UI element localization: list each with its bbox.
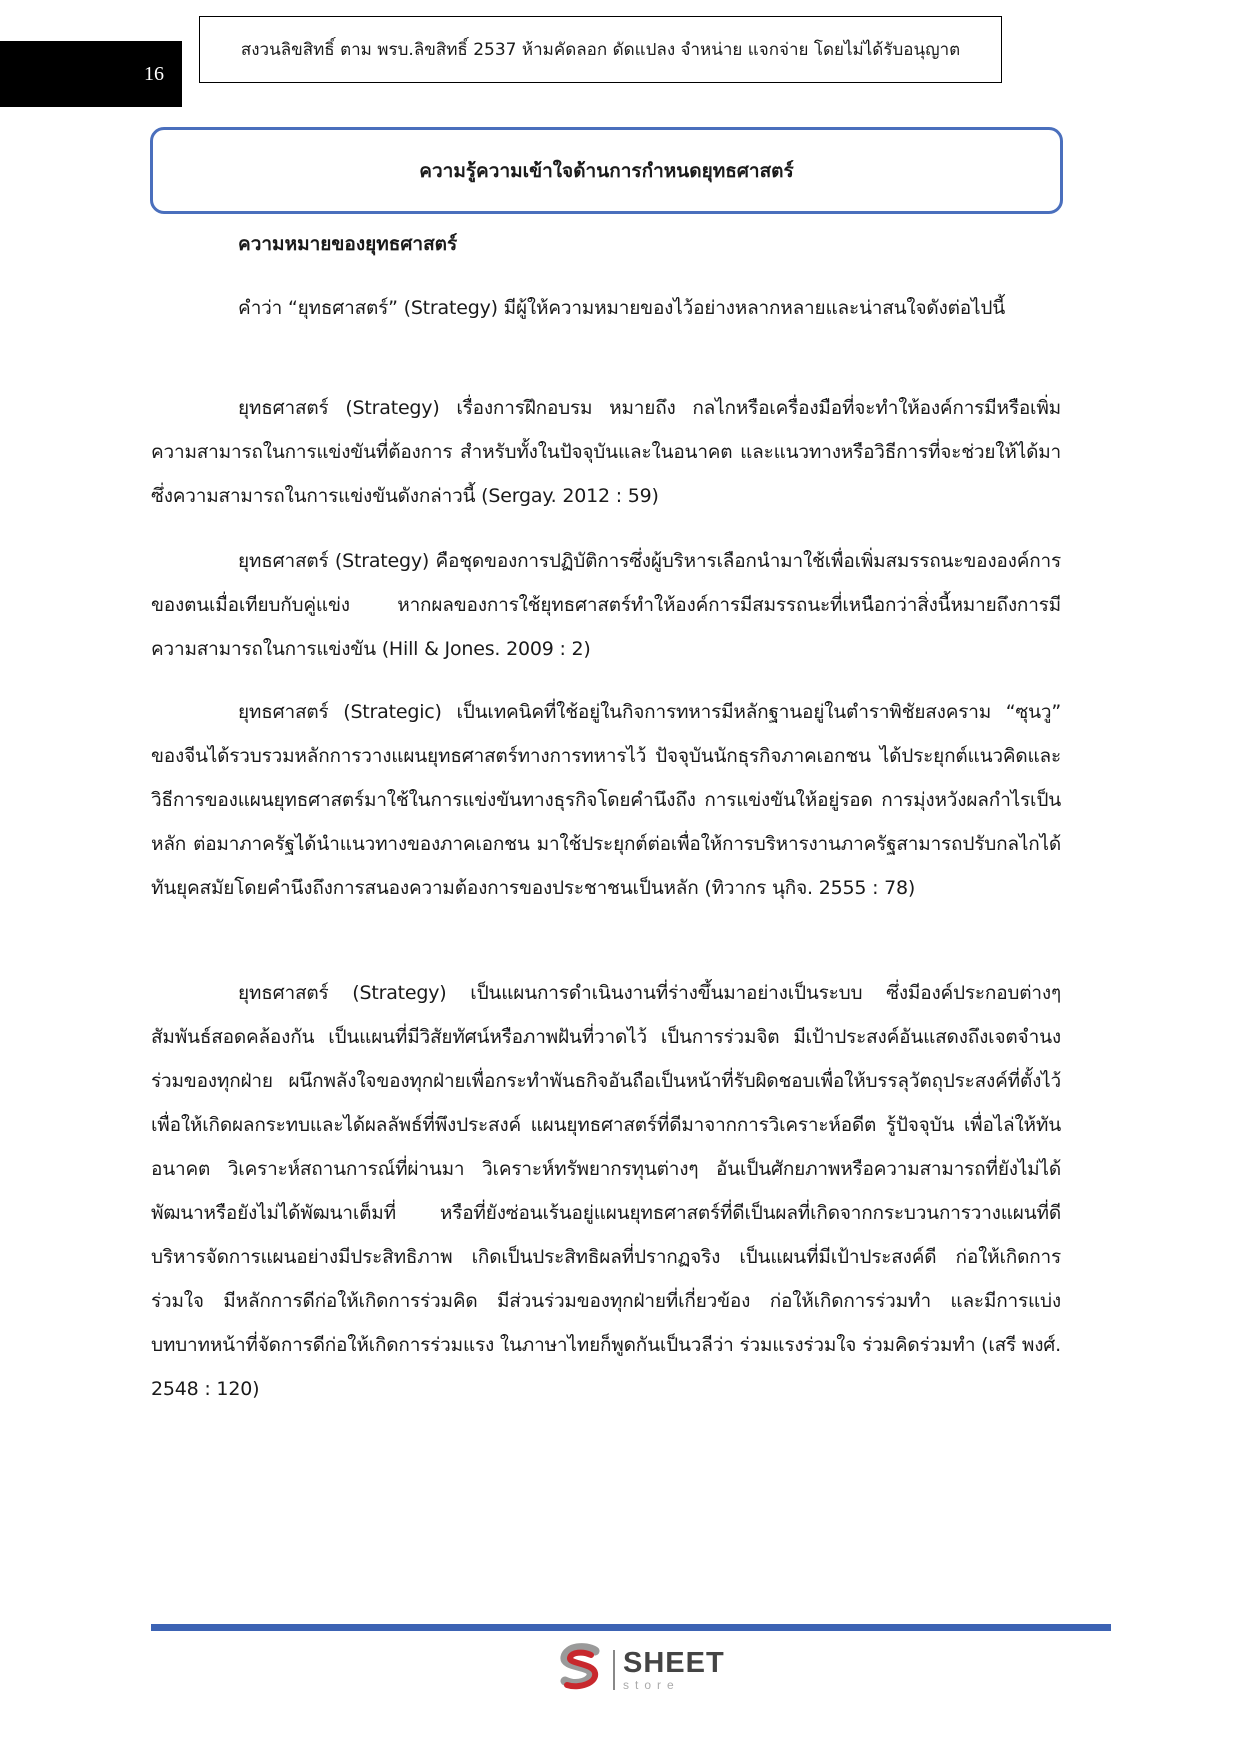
logo-text — [623, 1649, 725, 1691]
sheet-store-logo — [555, 1645, 725, 1695]
copyright-notice-text: สงวนลิขสิทธิ์ ตาม พรบ.ลิขสิทธิ์ 2537 ห้ามคัดลอก ดัดแปลง จำหน่าย แจกจ่าย โดยไม่ได้รับอนุญาต — [240, 40, 961, 60]
logo-s-icon — [555, 1643, 607, 1697]
paragraph-3: ยุทธศาสตร์ (Strategy) คือชุดของการปฏิบัติการซึ่งผู้บริหารเลือกนำมาใช้เพื่อเพิ่มสมรรถนะขององค์การของตนเมื่อเทียบกับคู่แข่ง หากผลของการใช้ยุทธศาสตร์ทำให้องค์การมีสมรรถนะที่เหนือกว่าสิ่งนี้หมายถึงการมีความสามารถในการแข่งขัน (Hill & Jones. 2009 : 2) — [151, 550, 1061, 660]
section-title: ความรู้ความเข้าใจด้านการกำหนดยุทธศาสตร์ — [419, 159, 794, 182]
section-heading: ความหมายของยุทธศาสตร์ — [238, 233, 458, 255]
paragraph-2: ยุทธศาสตร์ (Strategy) เรื่องการฝึกอบรม หมายถึง กลไกหรือเครื่องมือที่จะทำให้องค์การมีหรือเพิ่มความสามารถในการแข่งขันที่ต้องการ สำหรับทั้งในปัจจุบันและในอนาคต และแนวทางหรือวิธีการที่จะช่วยให้ได้มาซึ่งความสามารถในการแข่งขันดังกล่าวนี้ (Sergay. 2012 : 59) — [151, 397, 1061, 507]
paragraph-4: ยุทธศาสตร์ (Strategic) เป็นเทคนิคที่ใช้อยู่ในกิจการทหารมีหลักฐานอยู่ในตำราพิชัยสงคราม “ซุนวู” ของจีนได้รวบรวมหลักการวางแผนยุทธศาสตร์ทางการทหารไว้ ปัจจุบันนักธุรกิจภาคเอกชน ได้ประยุกต์แนวคิดและวิธีการของแผนยุทธศาสตร์มาใช้ในการแข่งขันทางธุรกิจโดยคำนึงถึง การแข่งขันให้อยู่รอด การมุ่งหวังผลกำไรเป็นหลัก ต่อมาภาครัฐได้นำแนวทางของภาคเอกชน มาใช้ประยุกต์ต่อเพื่อให้การบริหารงานภาครัฐสามารถปรับกลไกได้ทันยุคสมัยโดยคำนึงถึงการสนองความต้องการของประชาชนเป็นหลัก (ทิวากร นุกิจ. 2555 : 78) — [151, 701, 1061, 899]
footer-divider — [151, 1624, 1111, 1631]
paragraph-5: ยุทธศาสตร์ (Strategy) เป็นแผนการดำเนินงานที่ร่างขึ้นมาอย่างเป็นระบบ ซึ่งมีองค์ประกอบต่างๆ สัมพันธ์สอดคล้องกัน เป็นแผนที่มีวิสัยทัศน์หรือภาพฝันที่วาดไว้ เป็นการร่วมจิต มีเป้าประสงค์อันแสดงถึงเจตจำนงร่วมของทุกฝ่าย ผนึกพลังใจของทุกฝ่ายเพื่อกระทำพันธกิจอันถือเป็นหน้าที่รับผิดชอบเพื่อให้บรรลุวัตถุประสงค์ที่ตั้งไว้ เพื่อให้เกิดผลกระทบและได้ผลลัพธ์ที่พึงประสงค์ แผนยุทธศาสตร์ที่ดีมาจากการวิเคราะห์อดีต รู้ปัจจุบัน เพื่อไล่ให้ทันอนาคต วิเคราะห์สถานการณ์ที่ผ่านมา วิเคราะห์ทรัพยากรทุนต่างๆ อันเป็นศักยภาพหรือความสามารถที่ยังไม่ได้พัฒนาหรือยังไม่ได้พัฒนาเต็มที่ หรือที่ยังซ่อนเร้นอยู่แผนยุทธศาสตร์ที่ดีเป็นผลที่เกิดจากกระบวนการวางแผนที่ดี บริหารจัดการแผนอย่างมีประสิทธิภาพ เกิดเป็นประสิทธิผลที่ปรากฏจริง เป็นแผนที่มีเป้าประสงค์ดี ก่อให้เกิดการร่วมใจ มีหลักการดีก่อให้เกิดการร่วมคิด มีส่วนร่วมของทุกฝ่ายที่เกี่ยวข้อง ก่อให้เกิดการร่วมทำ และมีการแบ่งบทบาทหน้าที่จัดการดีก่อให้เกิดการร่วมแรง ในภาษาไทยก็พูดกันเป็นวลีว่า ร่วมแรงร่วมใจ ร่วมคิดร่วมทำ (เสรี พงศ์. 2548 : 120) — [151, 982, 1061, 1400]
section-title-box — [150, 127, 1063, 214]
page-number-text: 16 — [144, 62, 164, 85]
logo-sub: store — [623, 1678, 680, 1692]
copyright-notice — [199, 16, 1002, 83]
logo-brand: SHEET — [623, 1647, 725, 1679]
logo-divider — [613, 1650, 615, 1690]
page-number — [0, 41, 182, 107]
paragraph-1: คำว่า “ยุทธศาสตร์” (Strategy) มีผู้ให้ความหมายของไว้อย่างหลากหลายและน่าสนใจดังต่อไปนี้ — [238, 297, 1005, 319]
